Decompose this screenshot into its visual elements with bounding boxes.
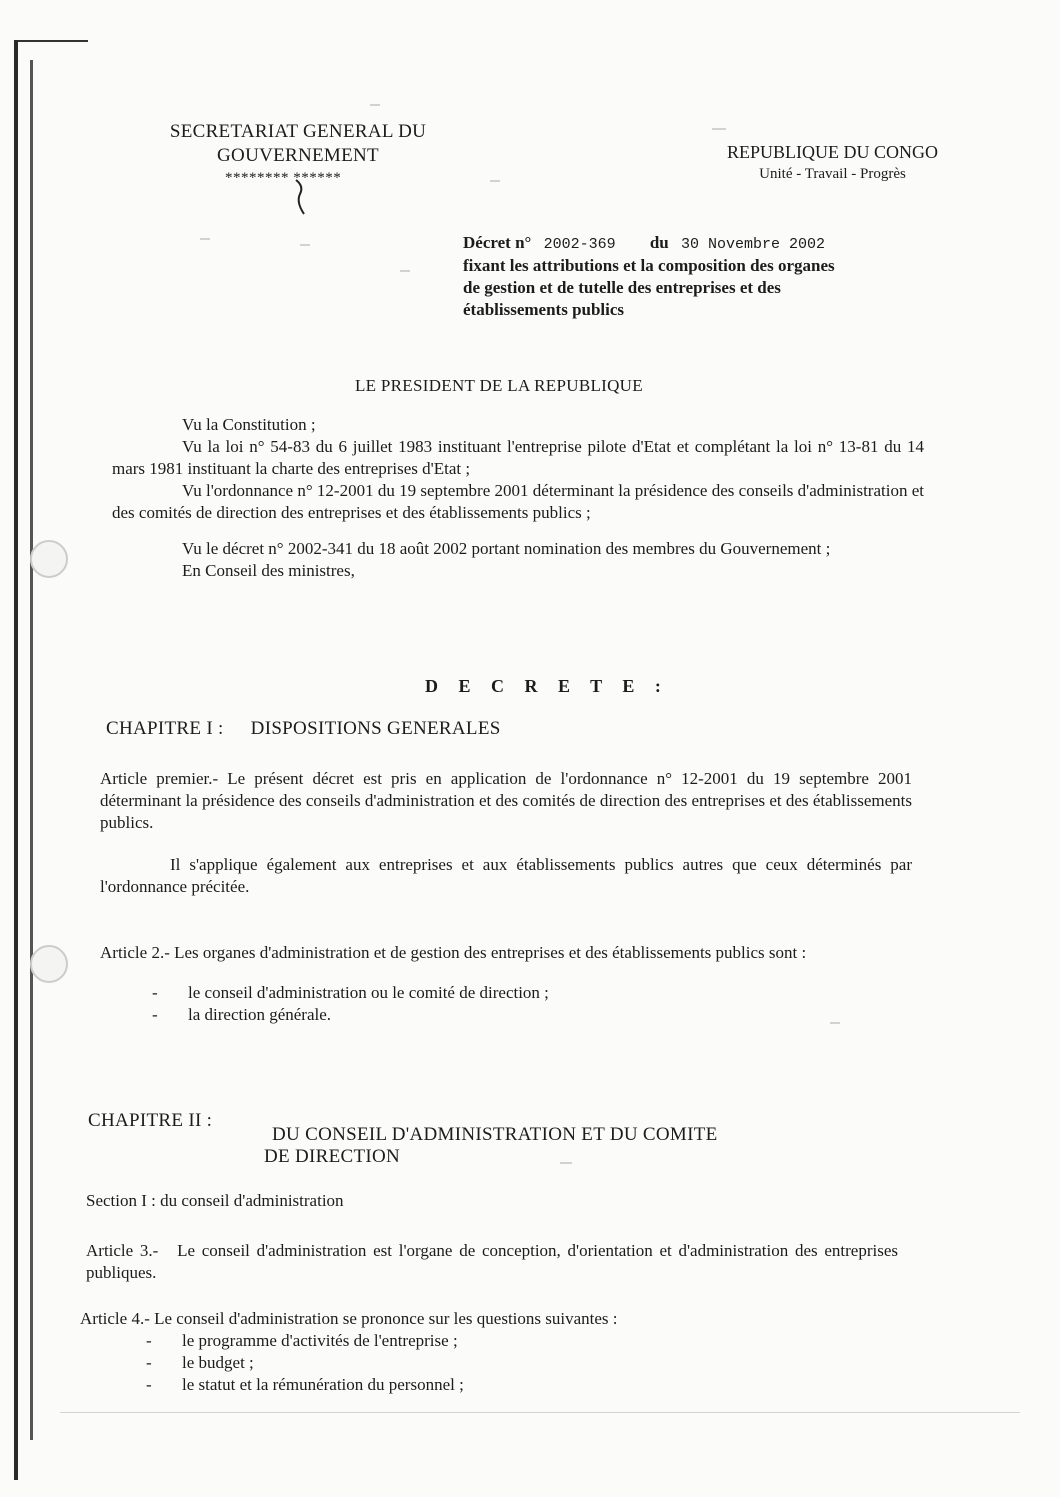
article-1-label: Article premier.- <box>100 769 219 788</box>
list-item: - le budget ; <box>142 1352 892 1374</box>
binding-edge <box>14 40 42 1480</box>
chapter-2-label: CHAPITRE II : <box>88 1110 213 1131</box>
article-3-label: Article 3.- <box>86 1241 159 1260</box>
chapter-1-title: DISPOSITIONS GENERALES <box>250 718 501 739</box>
article-1-para-2: Il s'applique également aux entreprises et aux établissements publics autres que ceux déterminés par l'ordonnance précitée. <box>100 855 912 896</box>
article-3-text: Le conseil d'administration est l'organe de conception, d'orientation et d'administration des entreprises publiques. <box>86 1241 899 1282</box>
visa-decret: Vu le décret n° 2002-341 du 18 août 2002 portant nomination des membres du Gouvernement ; <box>182 539 831 558</box>
scan-noise <box>370 104 380 106</box>
decree-du: du <box>649 233 669 252</box>
punch-hole <box>30 540 68 578</box>
decree-subject-3: établissements publics <box>463 299 625 319</box>
scan-noise <box>712 128 726 130</box>
chapter-2-title-line-1: DU CONSEIL D'ADMINISTRATION ET DU COMITE <box>272 1124 718 1145</box>
president-heading: LE PRESIDENT DE LA REPUBLIQUE <box>355 376 643 395</box>
article-2 <box>100 942 912 1026</box>
article-4 <box>80 1308 892 1396</box>
section-1-heading: Section I : du conseil d'administration <box>86 1191 344 1210</box>
initial-mark <box>290 176 312 216</box>
visa-ordonnance: Vu l'ordonnance n° 12-2001 du 19 septembre 2001 déterminant la présidence des conseils d'administration et des comités de direction des entreprises et des établissements publics ; <box>112 481 924 522</box>
visa-loi: Vu la loi n° 54-83 du 6 juillet 1983 instituant l'entreprise pilote d'Etat et complétant la loi n° 13-81 du 14 mars 1981 instituant la charte des entreprises d'Etat ; <box>112 437 924 478</box>
scan-noise <box>400 270 410 272</box>
article-3 <box>86 1240 898 1284</box>
article-1-para-1 <box>100 768 912 834</box>
staple-mark <box>18 40 88 82</box>
chapter-2-heading <box>88 1110 212 1132</box>
list-item: - la direction générale. <box>148 1004 912 1026</box>
decree-number-line <box>463 232 943 255</box>
article-4-intro <box>80 1308 892 1330</box>
visas-block <box>112 414 924 582</box>
article-4-list <box>142 1330 892 1396</box>
article-4-label: Article 4.- <box>80 1309 150 1328</box>
chapter-1-heading <box>106 718 501 740</box>
decree-date: 30 Novembre 2002 <box>681 236 826 253</box>
decree-subject-2: de gestion et de tutelle des entreprises et des <box>463 277 781 297</box>
issuer-line-1: SECRETARIAT GENERAL DU <box>169 121 427 142</box>
decrete-heading: D E C R E T E : <box>425 676 669 696</box>
scan-noise <box>200 238 210 240</box>
visa-constitution: Vu la Constitution ; <box>182 415 316 434</box>
punch-hole <box>30 945 68 983</box>
article-2-label: Article 2.- <box>100 943 170 962</box>
list-item: - le programme d'activités de l'entreprise ; <box>142 1330 892 1352</box>
article-1-text: Le présent décret est pris en application de l'ordonnance n° 12-2001 du 19 septembre 2001 déterminant la présidence des conseils d'administration et des comités de direction des entreprises et des établissements publics. <box>100 769 913 832</box>
republic-motto: Unité - Travail - Progrès <box>759 166 906 182</box>
decree-prefix: Décret n° <box>463 233 532 252</box>
article-4-text: Le conseil d'administration se prononce sur les questions suivantes : <box>154 1309 618 1328</box>
bottom-scan-line <box>60 1412 1020 1413</box>
article-1 <box>100 768 912 898</box>
stars-separator: ******** ****** <box>225 170 342 186</box>
chapter-1-label: CHAPITRE I : <box>106 718 224 739</box>
issuer-header <box>148 120 448 168</box>
article-2-intro <box>100 942 912 964</box>
list-item: - le statut et la rémunération du personnel ; <box>142 1374 892 1396</box>
scan-noise <box>300 244 310 246</box>
republic-header: REPUBLIQUE DU CONGO <box>727 142 938 162</box>
scan-noise <box>490 180 500 182</box>
article-2-text: Les organes d'administration et de gestion des entreprises et des établissements publics sont : <box>174 943 807 962</box>
chapter-2-title <box>264 1124 872 1168</box>
article-2-list <box>148 982 912 1026</box>
list-item: - le conseil d'administration ou le comité de direction ; <box>148 982 912 1004</box>
chapter-2-title-line-2: DE DIRECTION <box>264 1146 401 1167</box>
issuer-line-2: GOUVERNEMENT <box>217 144 379 166</box>
decree-title <box>463 232 943 321</box>
decree-subject-1: fixant les attributions et la composition des organes <box>463 255 835 275</box>
decree-number: 2002-369 <box>543 236 616 253</box>
visa-conseil: En Conseil des ministres, <box>182 561 355 580</box>
